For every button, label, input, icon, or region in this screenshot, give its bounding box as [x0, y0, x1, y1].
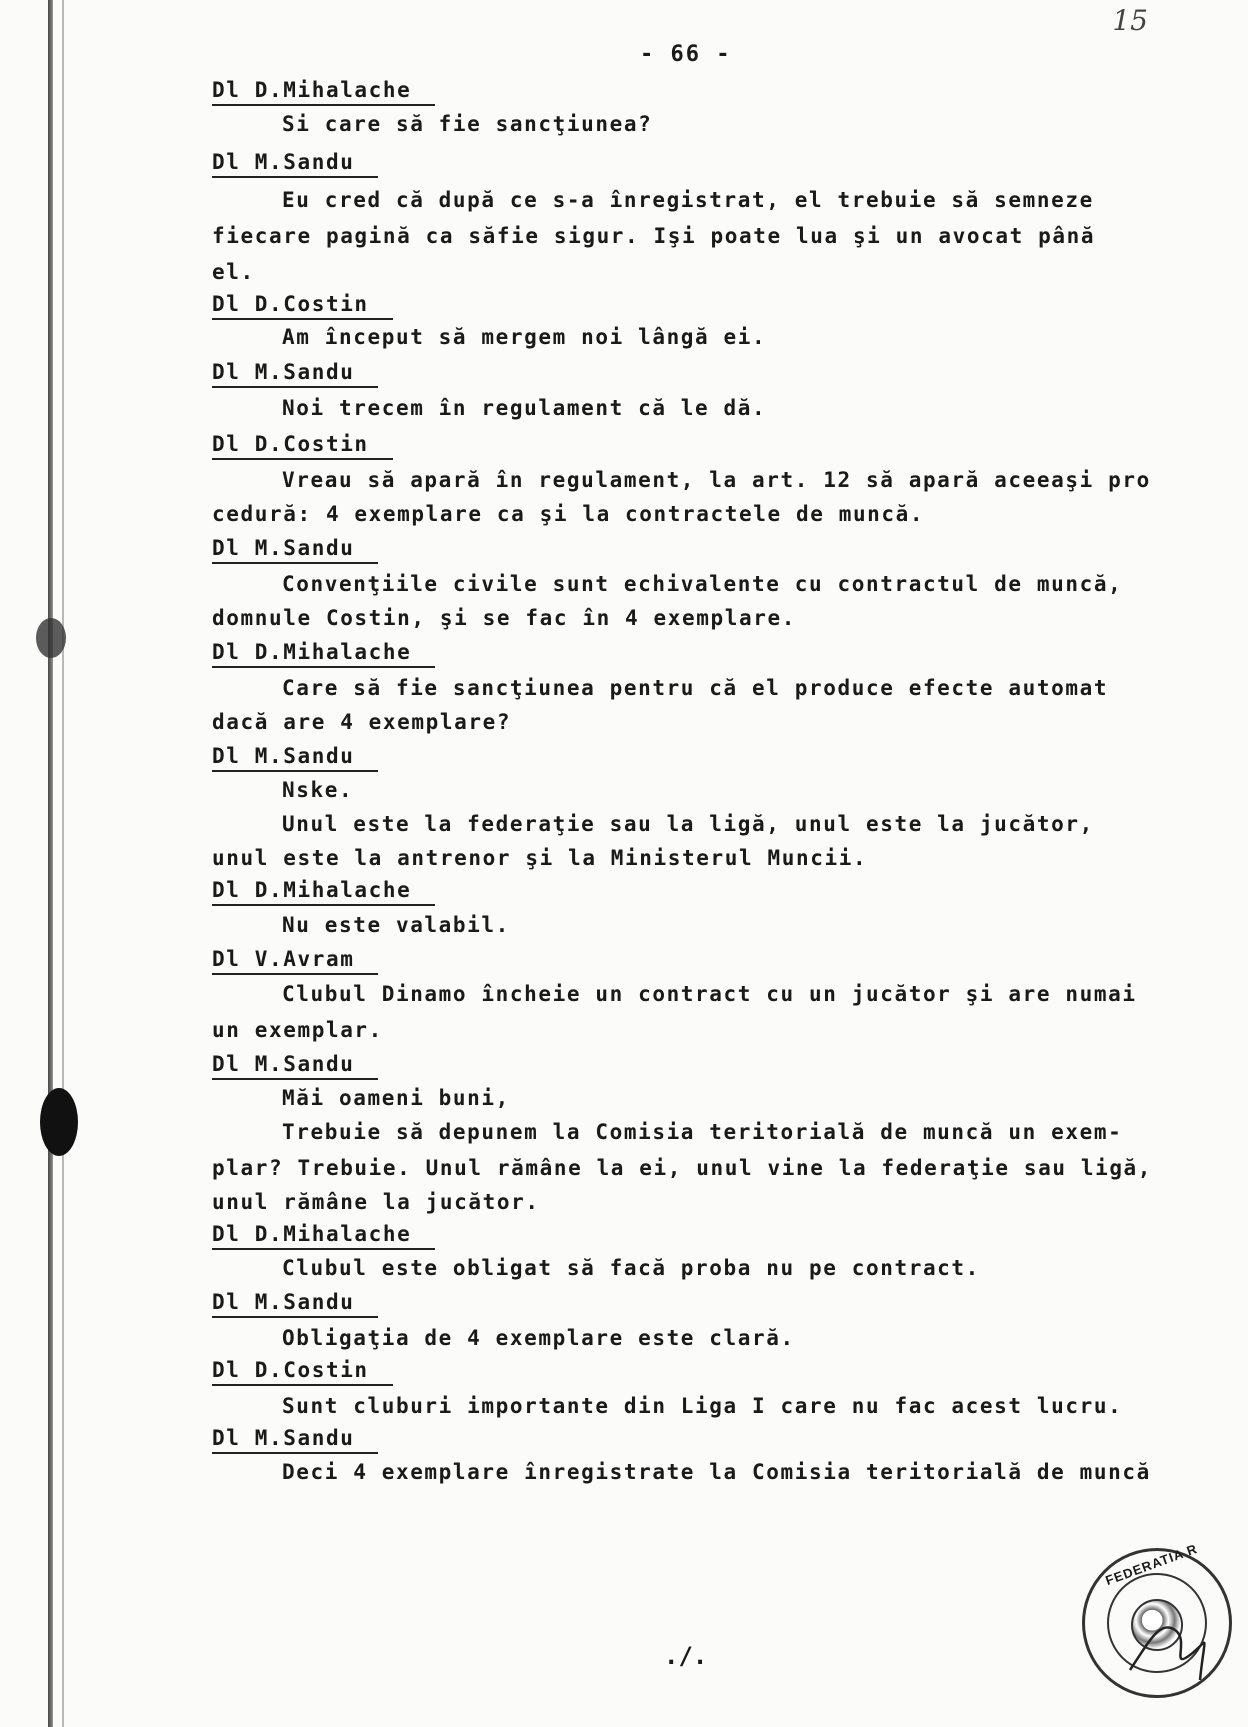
- binding-edge: [48, 0, 53, 1727]
- transcript-line: Eu cred că după ce s-a înregistrat, el trebuie să semneze: [282, 188, 1094, 212]
- speaker-name: Dl M.Sandu: [212, 360, 378, 388]
- transcript-line: Nske.: [282, 778, 354, 802]
- transcript-line: un exemplar.: [212, 1018, 383, 1042]
- speaker-name: Dl D.Mihalache: [212, 1222, 435, 1250]
- transcript-line: domnule Costin, şi se fac în 4 exemplare.: [212, 606, 796, 630]
- speaker-name: Dl D.Costin: [212, 292, 393, 320]
- transcript-line: Trebuie să depunem la Comisia teritorială de muncă un exem-: [282, 1120, 1123, 1144]
- speaker-name: Dl M.Sandu: [212, 744, 378, 772]
- transcript-line: Care să fie sancţiunea pentru că el produce efecte automat: [282, 676, 1109, 700]
- speaker-name: Dl D.Mihalache: [212, 878, 435, 906]
- stamp-text: FEDERATIA R: [1103, 1540, 1200, 1589]
- speaker-name: Dl M.Sandu: [212, 1052, 378, 1080]
- speaker-name: Dl V.Avram: [212, 947, 378, 975]
- transcript-line: Nu este valabil.: [282, 913, 510, 937]
- transcript-line: Sunt cluburi importante din Liga I care nu fac acest lucru.: [282, 1394, 1123, 1418]
- transcript-line: unul este la antrenor şi la Ministerul Muncii.: [212, 846, 868, 870]
- transcript-line: Si care să fie sancţiunea?: [282, 112, 653, 136]
- punch-hole-lower: [40, 1088, 78, 1156]
- handwritten-folio-number: 15: [1112, 4, 1148, 37]
- speaker-name: Dl D.Costin: [212, 1358, 393, 1386]
- transcript-line: el.: [212, 260, 255, 284]
- transcript-line: plar? Trebuie. Unul rămâne la ei, unul vine la federaţie sau ligă,: [212, 1156, 1153, 1180]
- binding-edge-shadow: [62, 0, 64, 1727]
- transcript-line: Clubul este obligat să facă proba nu pe contract.: [282, 1256, 980, 1280]
- speaker-name: Dl M.Sandu: [212, 1426, 378, 1454]
- speaker-name: Dl D.Mihalache: [212, 640, 435, 668]
- transcript-line: cedură: 4 exemplare ca şi la contractele de muncă.: [212, 502, 925, 526]
- transcript-line: Măi oameni buni,: [282, 1086, 510, 1110]
- signature-icon: [1120, 1600, 1210, 1690]
- speaker-name: Dl M.Sandu: [212, 536, 378, 564]
- transcript-line: Deci 4 exemplare înregistrate la Comisia teritorială de muncă: [282, 1460, 1151, 1484]
- transcript-line: Vreau să apară în regulament, la art. 12 să apară aceeaşi pro: [282, 468, 1151, 492]
- speaker-name: Dl D.Costin: [212, 432, 393, 460]
- transcript-line: Obligaţia de 4 exemplare este clară.: [282, 1326, 795, 1350]
- speaker-name: Dl M.Sandu: [212, 150, 378, 178]
- page-number: - 66 -: [640, 42, 732, 67]
- punch-hole-upper: [36, 618, 66, 658]
- speaker-name: Dl M.Sandu: [212, 1290, 378, 1318]
- transcript-line: Noi trecem în regulament că le dă.: [282, 396, 767, 420]
- transcript-line: Unul este la federaţie sau la ligă, unul este la jucător,: [282, 812, 1094, 836]
- transcript-line: dacă are 4 exemplare?: [212, 710, 512, 734]
- transcript-line: Convenţiile civile sunt echivalente cu contractul de muncă,: [282, 572, 1123, 596]
- speaker-name: Dl D.Mihalache: [212, 78, 435, 106]
- transcript-line: Am început să mergem noi lângă ei.: [282, 325, 767, 349]
- transcript-line: fiecare pagină ca săfie sigur. Işi poate lua şi un avocat până: [212, 224, 1096, 248]
- transcript-line: Clubul Dinamo încheie un contract cu un jucător şi are numai: [282, 982, 1137, 1006]
- transcript-line: unul rămâne la jucător.: [212, 1190, 540, 1214]
- continuation-mark: ./.: [664, 1642, 708, 1670]
